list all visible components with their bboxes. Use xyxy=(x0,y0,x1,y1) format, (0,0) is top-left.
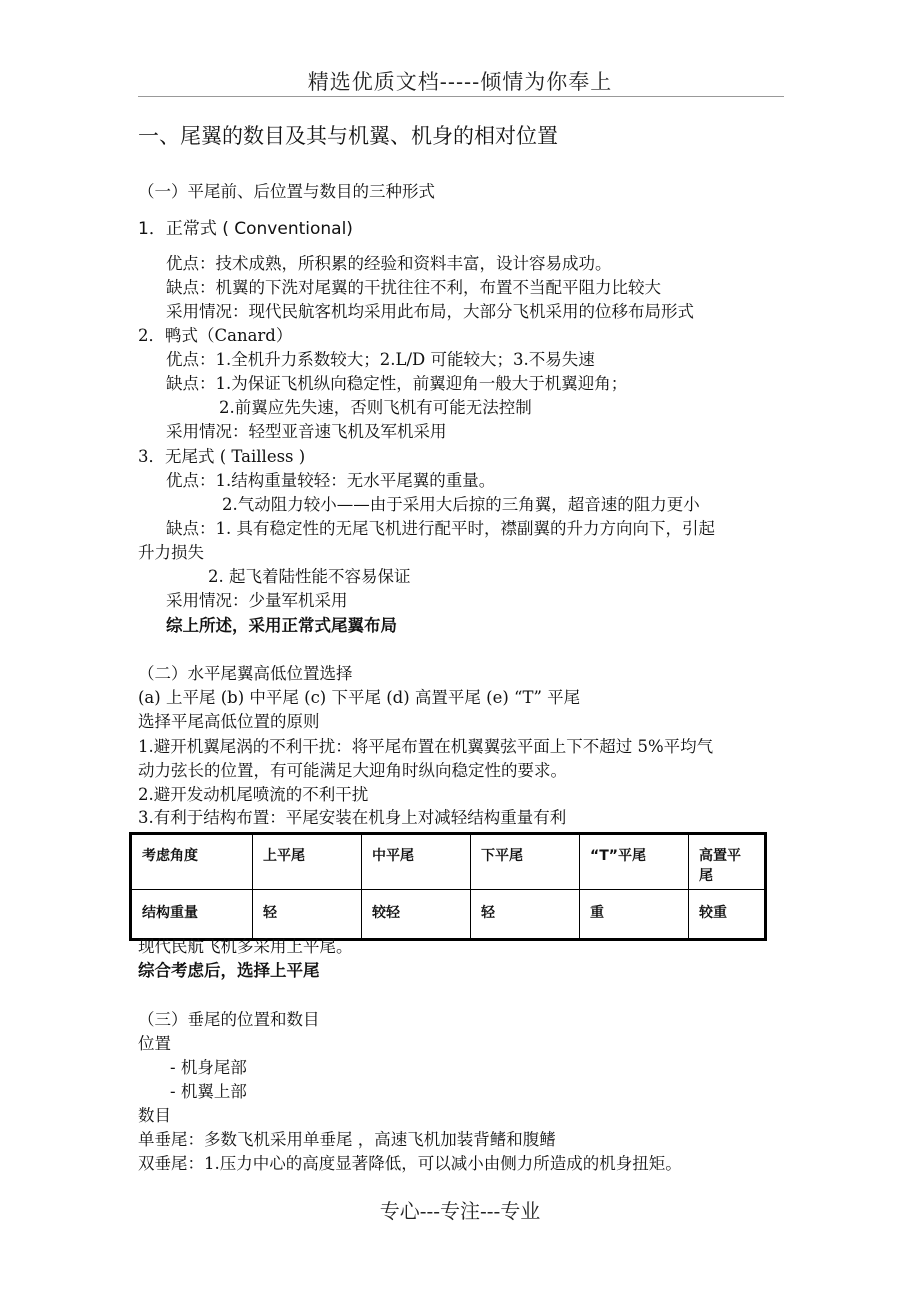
table-cell: 上平尾 xyxy=(253,834,362,890)
table-header-row xyxy=(131,834,766,890)
page-header: 精选优质文档-----倾情为你奉上 xyxy=(307,70,613,94)
section-3-title: （三）垂尾的位置和数目 xyxy=(138,1010,320,1029)
table-cell: 较重 xyxy=(689,890,766,940)
principle-1: 1.避开机翼尾涡的不利干扰：将平尾布置在机翼翼弦平面上下不超过 5%平均气 xyxy=(138,737,714,756)
table-cell: 考虑角度 xyxy=(131,834,253,890)
tailless-disadvantages-1: 缺点：1. 具有稳定性的无尾飞机进行配平时，襟副翼的升力方向向下，引起 xyxy=(166,519,715,538)
table-cell: 轻 xyxy=(471,890,580,940)
number-label: 数目 xyxy=(138,1106,171,1125)
twin-fin-text: 双垂尾：1.压力中心的高度显著降低，可以减小由侧力所造成的机身扭矩。 xyxy=(138,1154,682,1173)
table-cell: 高置平尾 xyxy=(689,834,766,890)
table-cell: 较轻 xyxy=(362,890,471,940)
position-label: 位置 xyxy=(138,1034,171,1053)
page-footer: 专心---专注---专业 xyxy=(379,1199,541,1223)
table-cell: 结构重量 xyxy=(131,890,253,940)
table-cell: 重 xyxy=(580,890,689,940)
tailless-disadvantages-2: 2. 起飞着陆性能不容易保证 xyxy=(208,567,411,586)
subsection-tailless-title: 3．无尾式 ( Tailless ) xyxy=(138,447,306,466)
canard-disadvantages-1: 缺点：1.为保证飞机纵向稳定性，前翼迎角一般大于机翼迎角； xyxy=(166,374,628,393)
conventional-advantages: 优点：技术成熟，所积累的经验和资料丰富，设计容易成功。 xyxy=(166,254,612,273)
table-cell: 中平尾 xyxy=(362,834,471,890)
main-heading: 一、尾翼的数目及其与机翼、机身的相对位置 xyxy=(138,124,558,148)
tailless-advantages-2: 2.气动阻力较小——由于采用大后掠的三角翼，超音速的阻力更小 xyxy=(222,495,700,514)
tail-position-options: (a) 上平尾 (b) 中平尾 (c) 下平尾 (d) 高置平尾 (e) “T” 平尾 xyxy=(138,688,581,707)
section-2-conclusion: 综合考虑后，选择上平尾 xyxy=(138,961,320,980)
subsection-canard-title: 2．鸭式（Canard） xyxy=(138,326,293,345)
header-divider xyxy=(138,96,784,97)
tailless-usage: 采用情况：少量军机采用 xyxy=(166,591,348,610)
canard-disadvantages-2: 2.前翼应先失速，否则飞机有可能无法控制 xyxy=(219,398,532,417)
canard-usage: 采用情况：轻型亚音速飞机及军机采用 xyxy=(166,422,447,441)
conventional-disadvantages: 缺点：机翼的下洗对尾翼的干扰往往不利，布置不当配平阻力比较大 xyxy=(166,278,661,297)
position-item-fuselage: - 机身尾部 xyxy=(170,1058,247,1077)
section-2-title: （二）水平尾翼高低位置选择 xyxy=(138,664,353,683)
subsection-conventional-title: 1．正常式 ( Conventional) xyxy=(138,219,353,239)
table-cell: “T”平尾 xyxy=(580,834,689,890)
principle-2: 2.避开发动机尾喷流的不利干扰 xyxy=(138,785,369,804)
table-cell: 轻 xyxy=(253,890,362,940)
conventional-usage: 采用情况：现代民航客机均采用此布局，大部分飞机采用的位移布局形式 xyxy=(166,302,694,321)
canard-advantages: 优点：1.全机升力系数较大；2.L/D 可能较大；3.不易失速 xyxy=(166,350,595,369)
single-fin-text: 单垂尾：多数飞机采用单垂尾 ，高速飞机加装背鳍和腹鳍 xyxy=(138,1130,556,1149)
position-item-wing: - 机翼上部 xyxy=(170,1082,247,1101)
comparison-table xyxy=(129,832,767,941)
section-2-note: 现代民航飞机多采用上平尾。 xyxy=(138,937,353,956)
tailless-advantages-1: 优点：1.结构重量较轻：无水平尾翼的重量。 xyxy=(166,471,496,490)
section-1-summary: 综上所述，采用正常式尾翼布局 xyxy=(166,616,397,635)
principle-3: 3.有利于结构布置：平尾安装在机身上对减轻结构重量有利 xyxy=(138,808,567,827)
principle-1-cont: 动力弦长的位置，有可能满足大迎角时纵向稳定性的要求。 xyxy=(138,761,567,780)
section-1-title: （一）平尾前、后位置与数目的三种形式 xyxy=(138,182,435,201)
table-cell: 下平尾 xyxy=(471,834,580,890)
table-row xyxy=(131,890,766,940)
tailless-disadvantages-1-cont: 升力损失 xyxy=(138,543,204,562)
principle-heading: 选择平尾高低位置的原则 xyxy=(138,712,320,731)
